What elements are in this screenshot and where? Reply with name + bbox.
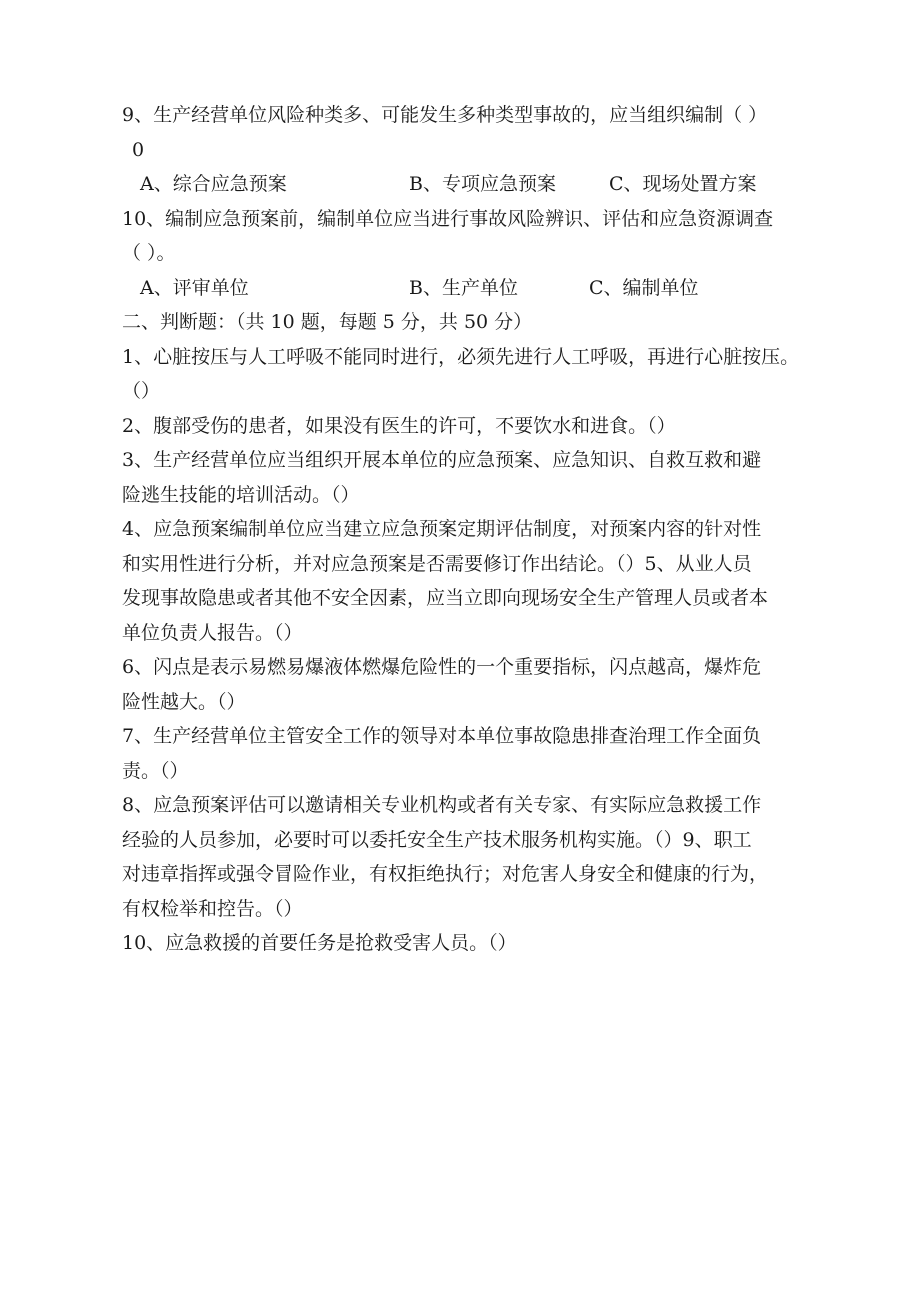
question-line: 1、心脏按压与人工呼吸不能同时进行，必须先进行人工呼吸，再进行心脏按压。 [122, 345, 800, 368]
option-b: B、专项应急预案 [409, 173, 556, 195]
option-c: C、现场处置方案 [609, 173, 757, 195]
question-line: 有权检举和控告。（） [122, 897, 303, 920]
answer-options [122, 167, 812, 202]
question-line: 4、应急预案编制单位应当建立应急预案定期评估制度，对预案内容的针对性 [122, 518, 762, 540]
document-page [122, 98, 812, 961]
judgment-question-3 [122, 443, 812, 512]
question-line: 10、应急救援的首要任务是抢救受害人员。（） [122, 932, 517, 954]
judgment-question-2 [122, 409, 812, 444]
question-line: 8、应急预案评估可以邀请相关专业机构或者有关专家、有实际应急救援工作 [122, 794, 762, 816]
question-line: （） [122, 380, 161, 402]
question-stem: 10、编制应急预案前，编制单位应当进行事故风险辨识、评估和应急资源调查 [122, 207, 774, 230]
option-a: A、评审单位 [140, 276, 249, 299]
question-line: 经验的人员参加，必要时可以委托安全生产技术服务机构实施。（）9、职工 [122, 828, 752, 851]
option-b: B、生产单位 [409, 276, 518, 299]
judgment-question-8-9 [122, 788, 812, 926]
question-line: 责。（） [122, 759, 189, 782]
question-line: 6、闪点是表示易燃易爆液体燃爆危险性的一个重要指标，闪点越高，爆炸危 [122, 656, 762, 678]
judgment-question-10 [122, 926, 812, 961]
question-line: 对违章指挥或强令冒险作业，有权拒绝执行；对危害人身安全和健康的行为， [122, 863, 769, 885]
question-line: 2、腹部受伤的患者，如果没有医生的许可，不要饮水和进食。（） [122, 414, 676, 437]
question-line: 3、生产经营单位应当组织开展本单位的应急预案、应急知识、自救互救和避 [122, 449, 762, 471]
section-heading: 二、判断题：（共 10 题，每题 5 分，共 50 分） [122, 311, 533, 333]
question-line: 发现事故隐患或者其他不安全因素，应当立即向现场安全生产管理人员或者本 [122, 587, 769, 609]
judgment-question-1 [122, 340, 812, 409]
answer-options [122, 271, 812, 306]
question-line: 单位负责人报告。（） [122, 621, 303, 644]
judgment-question-7 [122, 719, 812, 788]
question-line: 险性越大。（） [122, 690, 246, 713]
option-c: C、编制单位 [589, 276, 699, 299]
question-stem: 9、生产经营单位风险种类多、可能发生多种类型事故的，应当组织编制（ ） [122, 104, 768, 126]
judgment-question-4-5 [122, 512, 812, 650]
question-line: 和实用性进行分析，并对应急预案是否需要修订作出结论。（）5、从业人员 [122, 552, 752, 575]
question-line: 7、生产经营单位主管安全工作的领导对本单位事故隐患排查治理工作全面负 [122, 725, 762, 747]
choice-question-9 [122, 98, 812, 202]
judgment-question-6 [122, 650, 812, 719]
question-line: 险逃生技能的培训活动。（） [122, 483, 360, 506]
question-stem-continuation: （ ）。 [122, 242, 176, 264]
question-stem-continuation: 0 [132, 138, 145, 161]
choice-question-10 [122, 202, 812, 306]
option-a: A、综合应急预案 [140, 173, 287, 195]
